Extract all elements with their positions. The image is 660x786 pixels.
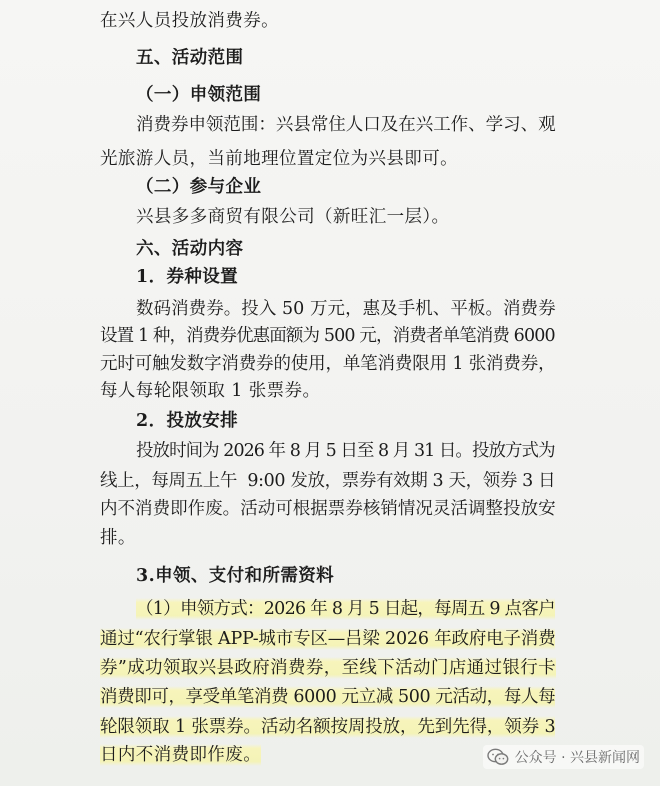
text-line: 兴县多多商贸有限公司（新旺汇一层）。 bbox=[136, 207, 450, 227]
text-line: （1）申领方式：2026 年 8 月 5 日起，每周五 9 点客户 bbox=[136, 599, 555, 619]
text-line: 元时可触发数字消费券的使用，单笔消费限用 1 张消费券， bbox=[100, 354, 556, 374]
text-line: 数码消费券。投入 50 万元，惠及手机、平板。消费券 bbox=[136, 299, 556, 319]
text-line: 线上，每周五上午 9:00 发放，票券有效期 3 天，领券 3 日 bbox=[100, 471, 556, 491]
text-line: 排。 bbox=[100, 528, 136, 548]
text-line: （一）申领范围 bbox=[136, 85, 262, 105]
text-line: 通过“农行掌银 APP-城市专区—吕梁 2026 年政府电子消费 bbox=[100, 629, 556, 649]
text-line: （二）参与企业 bbox=[136, 177, 262, 197]
text-line: 3.申领、支付和所需资料 bbox=[136, 566, 335, 586]
text-line: 日内不消费即作废。 bbox=[100, 745, 262, 765]
text-line: 投放时间为 2026 年 8 月 5 日至 8 月 31 日。投放方式为 bbox=[136, 441, 555, 461]
text-line: 1．券种设置 bbox=[136, 267, 239, 287]
text-line: 六、活动内容 bbox=[136, 239, 244, 259]
watermark-text: 公众号 · 兴县新闻网 bbox=[514, 750, 640, 766]
text-line: 轮限领取 1 张票券。活动名额按周投放，先到先得，领券 3 bbox=[100, 717, 556, 737]
text-line: 五、活动范围 bbox=[136, 48, 244, 68]
text-line: 2．投放安排 bbox=[136, 411, 239, 431]
text-line: 每人每轮限领取 1 张票券。 bbox=[100, 381, 321, 401]
text-line: 消费即可，享受单笔消费 6000 元立减 500 元活动，每人每 bbox=[100, 687, 556, 707]
text-line: 光旅游人员，当前地理位置定位为兴县即可。 bbox=[100, 149, 458, 169]
wechat-official-account-icon bbox=[487, 748, 509, 766]
text-line: 券”成功领取兴县政府消费券，至线下活动门店通过银行卡 bbox=[100, 658, 556, 678]
text-line: 设置 1 种，消费券优惠面额为 500 元，消费者单笔消费 6000 bbox=[100, 326, 555, 346]
text-line: 消费券申领范围：兴县常住人口及在兴工作、学习、观 bbox=[136, 115, 556, 135]
text-line: 内不消费即作废。活动可根据票券核销情况灵活调整投放安 bbox=[100, 499, 556, 519]
text-line: 在兴人员投放消费券。 bbox=[100, 11, 279, 31]
source-watermark bbox=[483, 745, 644, 769]
